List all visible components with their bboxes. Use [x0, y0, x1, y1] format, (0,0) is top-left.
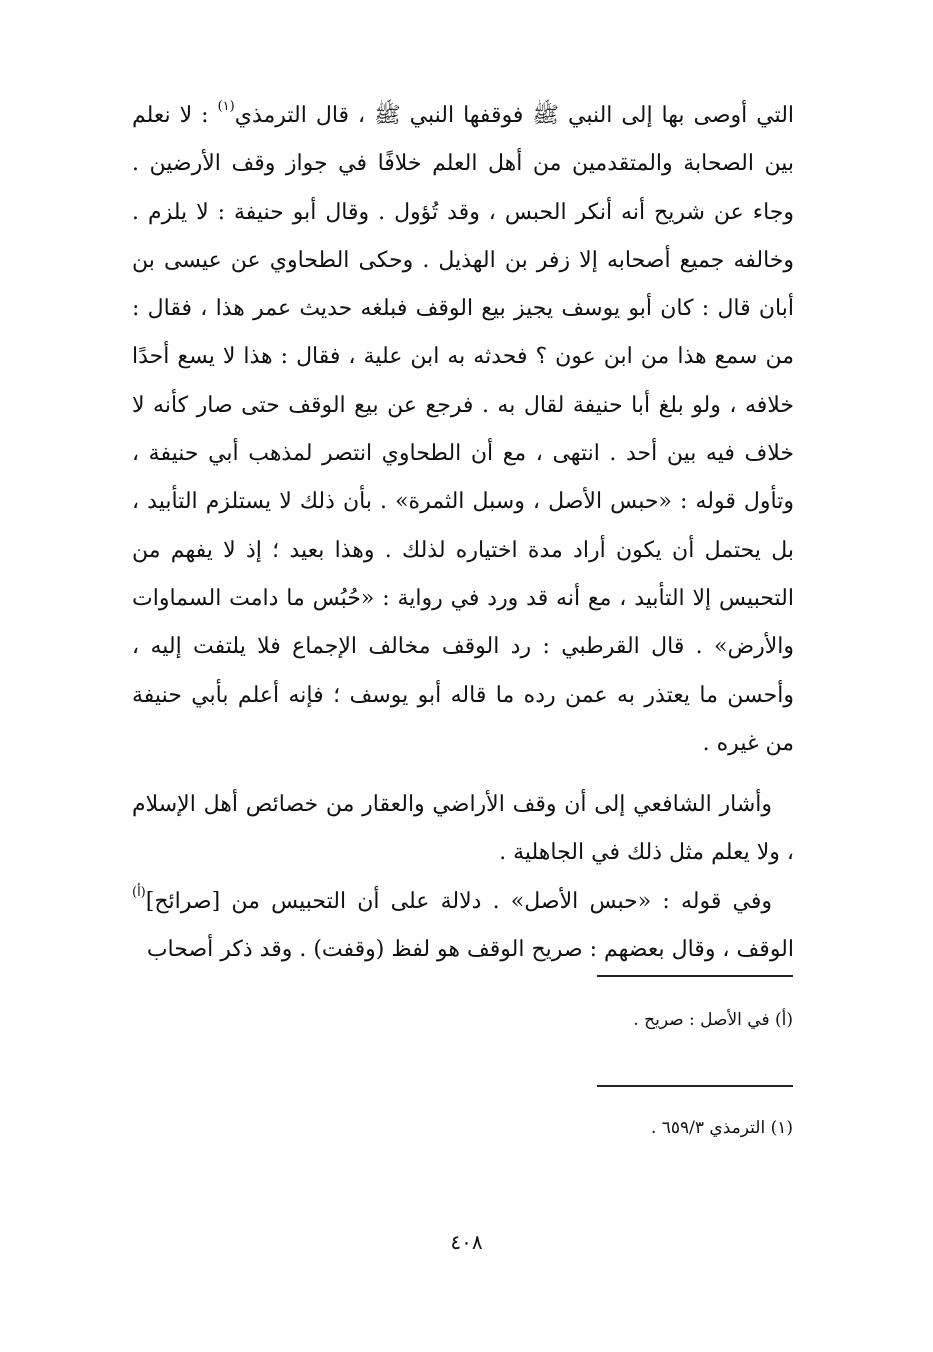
paragraph-shafii: وأشار الشافعي إلى أن وقف الأراضي والعقار من خصائص أهل الإسلام ، ولا يعلم مثل ذلك في الجاهلية . [132, 792, 794, 866]
footnote-ref-alif: (أ) [132, 884, 146, 900]
paragraph-text: : لا نعلم بين الصحابة والمتقدمين من أهل العلم خلافًا في جواز وقف الأرضين . وجاء عن شريح أنه أنكر الحبس ، وقد تُؤول . وقال أبو حنيفة : لا يلزم . وخالفه جميع أصحابه إلا زفر بن الهذيل . وحكى الطحاوي عن عيسى بن أبان قال : كان أبو يوسف يجيز بيع الوقف فبلغه حديث عمر هذا ، فقال : من سمع هذا من ابن عون ؟ فحدثه به ابن علية ، فقال : هذا لا يسع أحدًا خلافه ، ولو بلغ أبا حنيفة لقال به . فرجع عن بيع الوقف حتى صار كأنه لا خلاف فيه بين أحد . انتهى ، مع أن الطحاوي انتصر لمذهب أبي حنيفة ، وتأول قوله : «حبس الأصل ، وسبل الثمرة» . بأن ذلك لا يستلزم التأبيد ، بل يحتمل أن يكون أراد مدة اختياره لذلك . وهذا بعيد ؛ إذ لا يفهم من التحبيس إلا التأبيد ، مع أنه قد ورد في رواية : «حُبُس ما دامت السماوات والأرض» . قال القرطبي : رد الوقف مخالف الإجماع فلا يلتفت إليه ، وأحسن ما يعتذر به عمن رده ما قاله أبو يوسف ؛ فإنه أعلم بأبي حنيفة من غيره . [132, 103, 794, 756]
main-text [132, 92, 794, 974]
footnote-ref-1: (١) [217, 99, 235, 114]
paragraph-text: التي أوصى بها إلى النبي ﷺ فوقفها النبي ﷺ ، قال الترمذي [234, 103, 795, 128]
footnote-divider [597, 975, 793, 977]
paragraph-explicit-wording [132, 878, 794, 975]
page-number: ٤٠٨ [450, 1230, 483, 1254]
footnote-source: (١) الترمذي ٦٥٩/٣ . [650, 1118, 793, 1138]
footnote-divider [597, 1085, 793, 1087]
paragraph-text: الوقف ، وقال بعضهم : صريح الوقف هو لفظ (وقفت) . وقد ذكر أصحاب [146, 937, 794, 963]
paragraph-text: وفي قوله : «حبس الأصل» . دلالة على أن التحبيس من [صرائح] [145, 888, 772, 914]
paragraph-waqf-consensus [132, 92, 794, 768]
footnote-variant: (أ) في الأصل : صريح . [633, 1010, 793, 1030]
